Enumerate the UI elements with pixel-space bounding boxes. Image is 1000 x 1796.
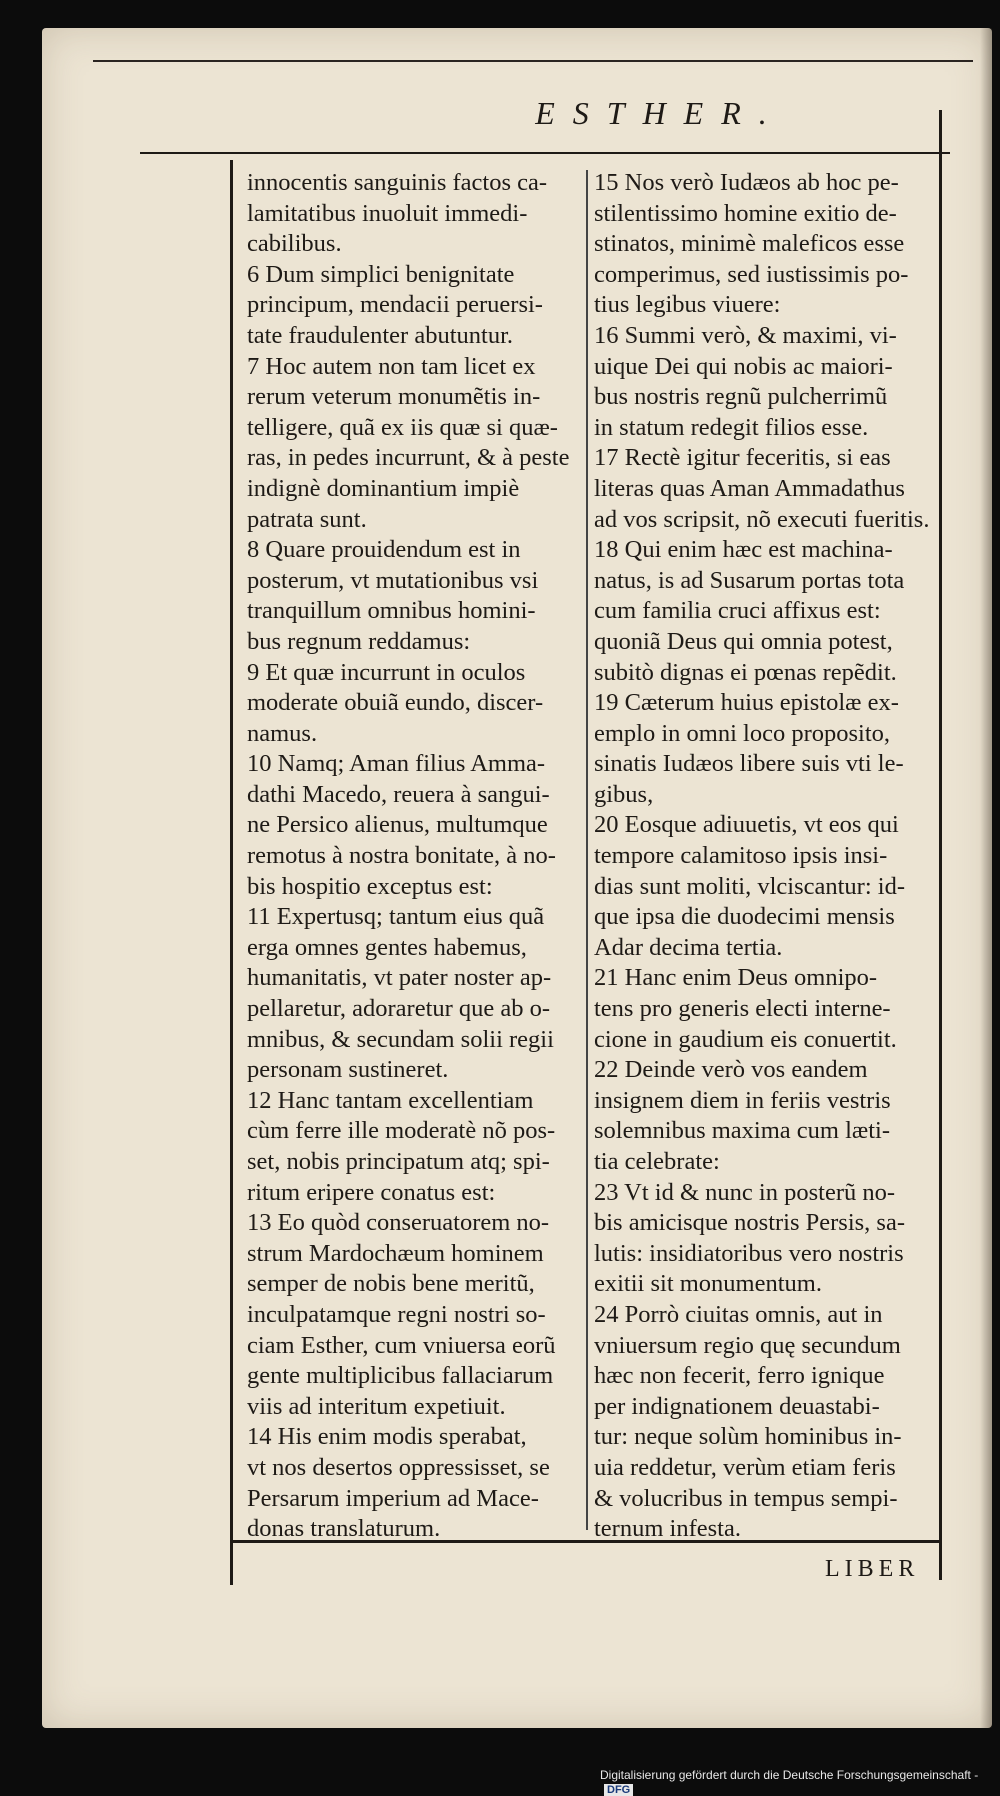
text-line: 23 Vt id & nunc in posterũ no- [594,1178,896,1206]
left-frame-rule [230,160,233,1585]
text-line: posterum, vt mutationibus vsi [247,566,539,594]
text-line: ras, in pedes incurrunt, & à peste [247,444,570,472]
text-line: subitò dignas ei pœnas repẽdit. [594,658,897,686]
text-line: uia reddetur, verùm etiam feris [594,1453,896,1481]
footer-text: Digitalisierung gefördert durch die Deutsche Forschungsgemeinschaft - [600,1768,979,1782]
text-line: 14 His enim modis sperabat, [247,1423,527,1451]
text-line: bis hospitio exceptus est: [247,872,493,900]
text-line: ne Persico alienus, multumque [247,811,548,839]
text-line: 6 Dum simplici benignitate [247,260,515,288]
text-line: dias sunt moliti, vlciscantur: id- [594,872,905,900]
text-line: solemnibus maxima cum læti- [594,1117,891,1145]
text-line: donas translaturum. [247,1515,441,1543]
right-frame-rule [939,110,942,1580]
text-line: tius legibus viuere: [594,291,781,319]
text-line: ternum infesta. [594,1515,741,1543]
text-line: cione in gaudium eis conuertit. [594,1025,897,1053]
text-line: 24 Porrò ciuitas omnis, aut in [594,1300,883,1328]
text-line: 16 Summi verò, & maximi, vi- [594,321,897,349]
text-line: tate fraudulenter abutuntur. [247,321,513,349]
text-line: lutis: insidiatoribus vero nostris [594,1239,904,1267]
text-line: literas quas Aman Ammadathus [594,474,905,502]
text-line: gente multiplicibus fallaciarum [247,1362,554,1390]
left-text-column [247,168,585,1545]
page-edge-shadow [980,28,992,1728]
text-line: comperimus, sed iustissimis po- [594,260,909,288]
dfg-logo: DFG [604,1784,633,1796]
text-line: personam sustineret. [247,1056,449,1084]
text-line: natus, is ad Susarum portas tota [594,566,905,594]
text-line: tia celebrate: [594,1148,720,1175]
top-rule [93,60,973,62]
text-line: bis amicisque nostris Persis, sa- [594,1209,905,1237]
text-line: 17 Rectè igitur feceritis, si eas [594,444,891,472]
text-line: pellaretur, adoraretur que ab o- [247,995,551,1023]
text-line: cabilibus. [247,230,342,258]
digitization-footer [600,1768,1000,1796]
text-line: & volucribus in tempus sempi- [594,1484,898,1512]
text-line: in statum redegit filios esse. [594,413,869,441]
text-line: mnibus, & secundam solii regii [247,1025,554,1053]
text-line: dathi Macedo, reuera à sangui- [247,780,550,808]
text-line: 21 Hanc enim Deus omnipo- [594,964,878,992]
text-line: per indignationem deuastabi- [594,1392,880,1420]
text-line: Persarum imperium ad Mace- [247,1484,539,1512]
running-head: ESTHER. [535,95,785,131]
text-line: 22 Deinde verò vos eandem [594,1056,868,1084]
text-line: bus nostris regnũ pulcherrimũ [594,383,888,411]
text-line: innocentis sanguinis factos ca- [247,169,548,196]
text-line: rerum veterum monumẽtis in- [247,383,541,411]
text-line: set, nobis principatum atq; spi- [247,1148,550,1175]
text-line: 12 Hanc tantam excellentiam [247,1086,534,1114]
catchword: LIBER [825,1556,920,1582]
text-line: ritum eripere conatus est: [247,1178,496,1206]
column-divider [586,170,588,1530]
text-line: tempore calamitoso ipsis insi- [594,842,888,870]
text-line: quoniã Deus qui omnia potest, [594,627,893,655]
text-line: tens pro generis electi interne- [594,995,891,1023]
text-line: humanitatis, vt pater noster ap- [247,964,552,992]
right-text-column [594,168,936,1545]
text-line: sinatis Iudæos libere suis vti le- [594,750,904,778]
text-line: 9 Et quæ incurrunt in oculos [247,658,526,686]
text-line: patrata sunt. [247,505,367,533]
bottom-rule [232,1540,940,1543]
text-line: ciam Esther, cum vniuersa eorũ [247,1331,556,1359]
text-line: inculpatamque regni nostri so- [247,1300,546,1328]
text-line: 15 Nos verò Iudæos ab hoc pe- [594,169,899,196]
text-line: insignem diem in feriis vestris [594,1086,891,1114]
text-line: stinatos, minimè maleficos esse [594,230,905,258]
text-line: principum, mendacii peruersi- [247,291,543,319]
text-line: 11 Expertusq; tantum eius quã [247,903,545,931]
text-line: 20 Eosque adiuuetis, vt eos qui [594,811,899,839]
text-line: que ipsa die duodecimi mensis [594,903,895,931]
text-line: 18 Qui enim hæc est machina- [594,536,893,564]
text-line: indignè dominantium impiè [247,474,520,502]
text-line: uique Dei qui nobis ac maiori- [594,352,893,380]
text-line: cùm ferre ille moderatè nõ pos- [247,1117,556,1145]
text-line: gibus, [594,780,654,808]
text-line: 10 Namq; Aman filius Amma- [247,750,546,778]
text-line: hæc non fecerit, ferro ignique [594,1362,885,1390]
text-line: 8 Quare prouidendum est in [247,536,521,564]
text-line: lamitatibus inuoluit immedi- [247,199,528,227]
text-line: cum familia cruci affixus est: [594,597,881,625]
text-line: 13 Eo quòd conseruatorem no- [247,1209,550,1237]
text-line: tranquillum omnibus homini- [247,597,536,625]
text-line: stilentissimo homine exitio de- [594,199,897,227]
text-line: semper de nobis bene meritũ, [247,1270,535,1298]
text-line: vt nos desertos oppressisset, se [247,1453,550,1481]
text-line: telligere, quã ex iis quæ si quæ- [247,413,558,441]
text-line: bus regnum reddamus: [247,627,471,655]
text-line: vniuersum regio quę secundum [594,1331,901,1359]
head-rule [140,152,950,154]
text-line: 19 Cæterum huius epistolæ ex- [594,689,899,717]
text-line: exitii sit monumentum. [594,1270,822,1298]
text-line: tur: neque solùm hominibus in- [594,1423,902,1451]
text-line: namus. [247,719,318,747]
text-line: emplo in omni loco proposito, [594,719,891,747]
text-line: erga omnes gentes habemus, [247,933,527,961]
text-line: 7 Hoc autem non tam licet ex [247,352,536,380]
text-line: remotus à nostra bonitate, à no- [247,842,556,870]
text-line: viis ad interitum expetiuit. [247,1392,506,1420]
text-line: ad vos scripsit, nõ executi fueritis. [594,505,930,533]
text-line: moderate obuiã eundo, discer- [247,689,544,717]
text-line: Adar decima tertia. [594,933,783,961]
text-line: strum Mardochæum hominem [247,1239,544,1267]
